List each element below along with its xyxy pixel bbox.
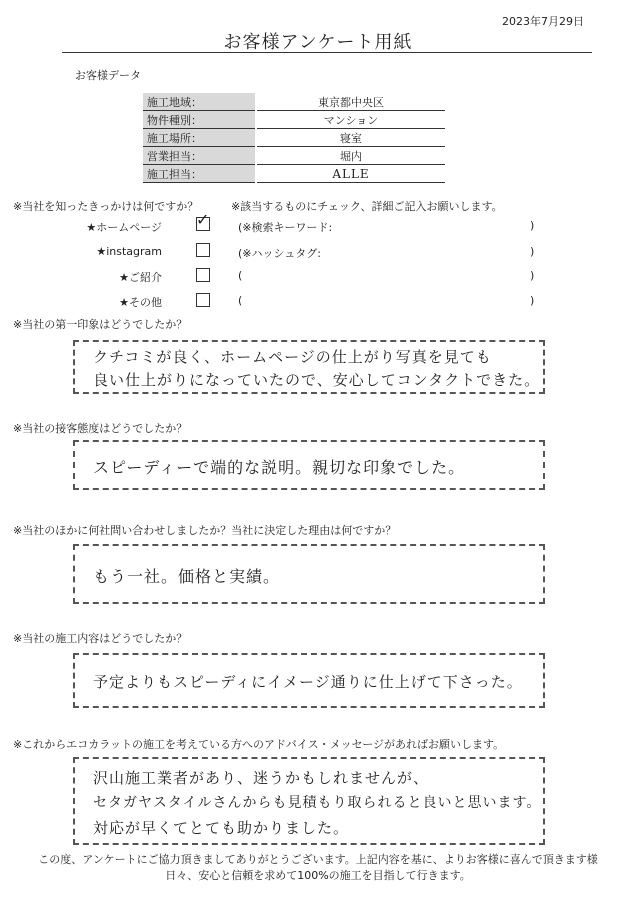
field-label-sales-rep: 営業担当： bbox=[143, 147, 256, 165]
question-instruction: ※該当するものにチェック、詳細ご記入お願いします。 bbox=[231, 200, 503, 213]
field-label-area: 施工地域： bbox=[143, 93, 256, 111]
field-label-location: 施工場所： bbox=[143, 129, 256, 147]
field-value-area: 東京都中央区 bbox=[256, 93, 445, 111]
check-mark-icon: ✓ bbox=[196, 210, 210, 229]
survey-date: 2023年7月29日 bbox=[502, 15, 584, 28]
paren-close: ) bbox=[530, 269, 535, 282]
referral-detail-field[interactable]: ( bbox=[238, 269, 243, 282]
checkbox-referral[interactable] bbox=[196, 268, 210, 282]
answer-line: もう一社。価格と実績。 bbox=[93, 567, 281, 586]
answer-line: 沢山施工業者があり、迷うかもしれませんが、 bbox=[93, 769, 430, 787]
answer-box-other-companies[interactable] bbox=[73, 544, 545, 604]
answer-line: 予定よりもスピーディにイメージ通りに仕上げて下さった。 bbox=[93, 673, 523, 691]
question-first-impression: ※当社の第一印象はどうでしたか？ bbox=[13, 318, 188, 331]
footer-line: この度、アンケートにご協力頂きましてありがとうございます。上記内容を基に、よりお客様に喜んで頂きます様 bbox=[38, 853, 598, 866]
answer-line: 対応が早くてとても助かりました。 bbox=[93, 819, 350, 837]
option-label-referral: ★ご紹介 bbox=[119, 271, 162, 284]
customer-data-table bbox=[143, 93, 445, 183]
answer-box-advice[interactable] bbox=[73, 757, 545, 845]
table-row bbox=[143, 165, 445, 183]
table-row bbox=[143, 147, 445, 165]
field-label-installer: 施工担当： bbox=[143, 165, 256, 183]
option-label-homepage: ★ホームページ bbox=[86, 221, 162, 234]
table-row bbox=[143, 93, 445, 111]
field-value-installer: ALLE bbox=[256, 165, 445, 183]
footer-message bbox=[0, 852, 636, 884]
question-work-quality: ※当社の施工内容はどうでしたか？ bbox=[13, 632, 188, 645]
answer-line: セタガヤスタイルさんからも見積もり取られると良いと思います。 bbox=[93, 795, 542, 811]
answer-box-customer-service[interactable] bbox=[73, 440, 545, 490]
field-value-sales-rep: 堀内 bbox=[256, 147, 445, 165]
paren-close: ) bbox=[530, 294, 535, 307]
question-how-found: ※当社を知ったきっかけは何ですか？ bbox=[13, 200, 199, 213]
field-value-location: 寝室 bbox=[256, 129, 445, 147]
search-keyword-field[interactable]: (※検索キーワード: bbox=[238, 221, 333, 234]
footer-line: 日々、安心と信頼を求めて100%の施工を目指して行きます。 bbox=[165, 869, 471, 882]
question-customer-service: ※当社の接客態度はどうでしたか？ bbox=[13, 422, 188, 435]
question-other-companies: ※当社のほかに何社問い合わせしましたか？当社に決定した理由は何ですか？ bbox=[13, 524, 397, 537]
table-row bbox=[143, 129, 445, 147]
other-detail-field[interactable]: ( bbox=[238, 294, 243, 307]
question-advice: ※これからエコカラットの施工を考えている方へのアドバイス・メッセージがあればお願いします。 bbox=[13, 738, 505, 751]
paren-close: ) bbox=[530, 245, 535, 258]
title-divider bbox=[62, 52, 592, 53]
paren-close: ) bbox=[530, 219, 535, 232]
answer-box-work-quality[interactable] bbox=[73, 653, 545, 708]
answer-line: 良い仕上がりになっていたので、安心してコンタクトできた。 bbox=[93, 371, 541, 389]
hashtag-field[interactable]: (※ハッシュタグ: bbox=[238, 247, 321, 260]
answer-line: スピーディーで端的な説明。親切な印象でした。 bbox=[93, 458, 466, 477]
customer-data-label: お客様データ bbox=[75, 69, 141, 82]
option-label-instagram: ★instagram bbox=[96, 245, 162, 258]
page-title: お客様アンケート用紙 bbox=[223, 32, 413, 53]
checkbox-instagram[interactable] bbox=[196, 243, 210, 257]
checkbox-other[interactable] bbox=[196, 293, 210, 307]
option-label-other: ★その他 bbox=[119, 296, 162, 309]
field-value-property-type: マンション bbox=[256, 111, 445, 129]
answer-line: クチコミが良く、ホームページの仕上がり写真を見ても bbox=[93, 348, 492, 366]
table-row bbox=[143, 111, 445, 129]
answer-box-first-impression[interactable] bbox=[73, 340, 545, 394]
field-label-property-type: 物件種別： bbox=[143, 111, 256, 129]
